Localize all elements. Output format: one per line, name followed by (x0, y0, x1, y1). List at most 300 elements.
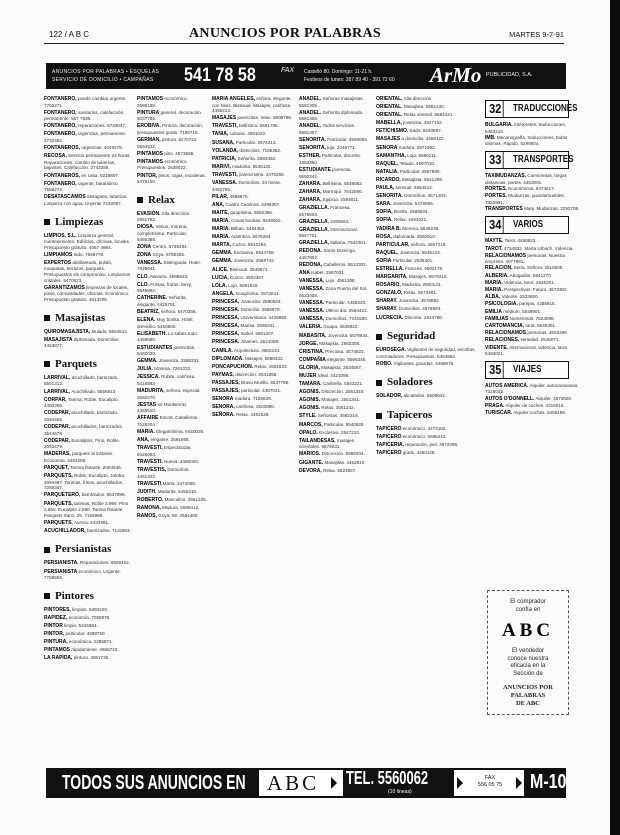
ad-keyword: ROBERTO. (137, 496, 164, 503)
classified-ad (44, 153, 132, 171)
ad-keyword: VANESSA. (137, 259, 163, 266)
ad-text: Cuzco. 5510294. (232, 242, 268, 248)
ad-keyword: AUTOS O'DONNELL. (485, 395, 535, 402)
ad-keyword: TURISCAR. (485, 409, 513, 416)
ad-keyword: AGONIS. (299, 397, 321, 404)
ad-text: Guapa. 4546822. (323, 324, 359, 330)
ad-keyword: RAQUEL, (376, 160, 399, 167)
ad-text: señora. 4557219. (410, 241, 447, 247)
column-3 (212, 96, 295, 420)
section-number: 35 (487, 362, 504, 378)
section-heading (376, 330, 480, 343)
section-title: Relax (148, 193, 175, 206)
ad-text: Jovencita. 5578934. (327, 332, 369, 338)
classified-ad (137, 309, 207, 316)
ad-keyword: PERSIANISTA. (44, 560, 79, 567)
ad-keyword: JORGE, (299, 340, 318, 347)
ad-text: Tarima flotante. 2084536. (70, 465, 122, 471)
ad-keyword: MARTA, (212, 242, 232, 249)
ad-keyword: CODEPAR, (44, 437, 71, 444)
classified-ad (376, 145, 480, 152)
ad-keyword: SENORA (212, 396, 234, 403)
ad-keyword: PRINCESA. (212, 339, 240, 346)
ad-keyword: TRAVESTI, (212, 171, 238, 178)
ad-text: Vigilantes de seguridad, escoltas, controladores. Presupuestos. 5463982. (376, 347, 476, 359)
classified-ad (44, 337, 132, 349)
classified-ad (212, 180, 295, 192)
ad-text: Cuzco. 4502367. (229, 274, 265, 280)
ad-keyword: GEMMA. (137, 358, 158, 365)
ad-keyword: LARRIVAL, (44, 388, 71, 395)
ad-text: Tetuán. 4597010. (399, 160, 436, 166)
ad-text: barnizados. 6547896. (81, 492, 126, 498)
classified-ad (212, 202, 295, 209)
ad-text: Venus, morena, completísima. Particular. 5456389. (137, 224, 188, 242)
ad-keyword: GEMMA. (212, 250, 233, 257)
classified-ad (376, 242, 480, 249)
classified-ad (376, 96, 480, 103)
classified-ad (137, 151, 207, 158)
ad-keyword: RAPIDEZ, (44, 614, 68, 621)
bottom-code: M-10 (530, 771, 567, 793)
classified-ad (299, 341, 371, 348)
ad-text: Masajista. 5581230. (403, 104, 445, 110)
section-title: Masajistas (55, 311, 106, 324)
ad-keyword: TRAVESTI (137, 480, 162, 487)
ad-keyword: REDONA, (299, 262, 323, 269)
classified-ad (212, 299, 295, 306)
classified-ad (299, 373, 371, 380)
ad-keyword: FONTANERO, (44, 96, 77, 102)
ad-keyword: ZONA (137, 243, 152, 250)
ad-keyword: IMB. (485, 134, 496, 141)
ad-text: Egipcia. 2594611. (322, 196, 360, 202)
classified-ad (376, 217, 480, 224)
bottom-fax-box (454, 770, 524, 796)
ad-keyword: ORIENTAL. (376, 112, 403, 119)
classified-ad (485, 309, 581, 316)
promo-text: El comprador (510, 599, 546, 605)
square-bullet-icon (376, 334, 382, 340)
ad-text: Mecanografía, traducciones, todos idiomas. Rápido. 5299604. (485, 134, 568, 147)
ad-keyword: FONTANERO, (44, 131, 77, 138)
ad-text: tarimas. Roble 3.990. Pino 2.850. Eucalipto 2.590. Tarima flotante. Parquets Sanz, 25. 7156988. (44, 500, 129, 518)
ad-text: Centro. 5735484. (152, 243, 188, 249)
ad-text: barnizados. 7115693. (86, 527, 131, 533)
classified-ad (44, 397, 132, 409)
ad-text: a domicilio. 4459122. (401, 136, 445, 142)
ad-text: Escort. Caballeros. 7528304. (137, 415, 199, 428)
ad-text: Ideal. 4421096. (317, 372, 350, 378)
classified-ad (485, 337, 581, 344)
ad-text: piso. 4573586. (164, 150, 195, 156)
ad-keyword: BEATRIZ, (137, 309, 160, 316)
classified-ad (137, 467, 207, 479)
square-bullet-icon (376, 413, 382, 419)
ad-text: madurita. 5546120. (232, 163, 272, 169)
classified-ad (299, 413, 371, 420)
ad-text: acuchillado, barnizado. 2094468. (44, 410, 119, 422)
ad-text: señora. 5470356. (160, 309, 197, 315)
ad-text: alicatados. 5508942. (403, 393, 447, 399)
classified-ad (299, 405, 371, 412)
ad-text: domicilios. 7155382. (239, 147, 282, 153)
ad-keyword: AGONIS. (299, 405, 321, 412)
ad-text: tarot. 5545301. (525, 322, 557, 328)
ad-text: 4566875. (229, 193, 249, 199)
ad-text: Pintura, decoración, presupuestos gratis. 7180718. (137, 123, 203, 135)
ad-text: Bravo Murillo. 5537788. (240, 379, 290, 385)
ad-text: lujo. 2346771. (327, 145, 357, 151)
ad-keyword: PORTES. (485, 192, 507, 199)
classified-ad (299, 189, 371, 196)
ad-text: Bisexual. 2549874. (229, 266, 269, 272)
ad-keyword: JUDITH. (137, 488, 157, 495)
ad-keyword: PINTOR, (137, 172, 158, 179)
ad-keyword: AFFAIRE (137, 415, 159, 422)
ad-keyword: PARQUETS, (44, 519, 73, 526)
ad-text: Mary. Mudanzas. 2293708. (524, 205, 580, 211)
ad-keyword: PRINCESA, (212, 331, 240, 338)
classified-ad (44, 639, 132, 646)
ad-text: cubana. 4591022. (229, 131, 267, 137)
ad-text: Domicilios. 4571203. (404, 193, 447, 199)
classified-ad (376, 442, 480, 449)
classified-ad (44, 560, 132, 567)
classified-ad (299, 270, 371, 277)
armo-logo: ArMo (430, 63, 482, 87)
ad-keyword: VANESSA, (299, 278, 325, 285)
ad-text: personas. Nuestra empresa. 4077961. (485, 252, 565, 265)
square-bullet-icon (44, 361, 50, 367)
classified-ad (212, 307, 295, 314)
section-heading (376, 409, 480, 422)
arrow-icon (331, 777, 337, 789)
ad-keyword: FONTANERO, (44, 123, 77, 130)
ad-keyword: MASAJES (376, 136, 401, 143)
ad-keyword: LIMPIAMOS (44, 251, 73, 258)
classified-ad (299, 381, 371, 388)
classified-ad (299, 262, 371, 269)
classified-ad (212, 96, 295, 114)
ad-text: Particular. 4456320. (325, 300, 367, 306)
ad-keyword: GIGANTE. (299, 459, 324, 466)
classified-ad (44, 260, 132, 283)
classified-ad (212, 275, 295, 282)
ad-keyword: PORTES. (485, 185, 507, 192)
ad-keyword: TAPICERO (376, 450, 402, 457)
classified-ad (212, 131, 295, 138)
bottom-banner-text: TODOS SUS ANUNCIOS EN (62, 772, 246, 794)
ad-text: limpios. 5493220. (72, 606, 109, 612)
ad-keyword: GRAZIELLA. (299, 218, 329, 225)
ad-keyword: PATRICIA, (212, 155, 237, 162)
ad-keyword: ANADEL. (299, 96, 322, 102)
ad-text: acuchillado, barnizado. 5551312. (44, 374, 119, 387)
ad-keyword: RAMOS, (137, 513, 157, 520)
classified-ad (44, 123, 132, 130)
banner-hours-line: Festivos de lunes: 387 89 40 - 391 72 60 (304, 77, 395, 83)
classified-ad (44, 375, 132, 387)
ad-keyword: SHARAY. (376, 306, 398, 313)
ad-text: particular. 4698750. (65, 631, 106, 637)
ad-text: Relax. 5523687. (323, 467, 357, 473)
ad-keyword: PINTAMOS (44, 647, 71, 654)
ad-text: Alquiler de coches. 4316015. (505, 402, 565, 408)
ad-text: Muy bonita. Hotel, domicilio. 5456800. (137, 317, 194, 329)
classified-ad (137, 374, 207, 386)
classified-ad (44, 131, 132, 143)
ad-keyword: SHARAY. (376, 298, 398, 305)
ad-text: Jovencita. 2590543. (240, 298, 282, 304)
banner-phone: 541 78 58 (184, 65, 256, 86)
ad-keyword: MARIVI, (212, 163, 231, 170)
ad-keyword: MARIA. (212, 226, 230, 233)
ad-keyword: TRAVESTI, (212, 123, 238, 130)
ad-text: Preciosa. 4574823. (325, 348, 365, 354)
ad-keyword: VIDENTE. (485, 344, 509, 351)
classified-ad (137, 96, 207, 108)
classified-ad (212, 404, 295, 411)
column-2 (137, 96, 207, 521)
classified-ad (299, 397, 371, 404)
ad-keyword: RICARDO. (376, 176, 401, 183)
ad-text: Señoras masajistas. 5581305. (299, 96, 364, 108)
ad-text: Ultimo día. 2584421. (325, 308, 368, 314)
ad-keyword: EMILIA (485, 308, 502, 315)
classified-ad (485, 206, 581, 213)
classified-ad (212, 323, 295, 330)
ad-keyword: LA RAPIDA, (44, 655, 73, 662)
ad-text: Italiana. 7542301. (330, 240, 367, 246)
ad-keyword: PRAGA. (485, 402, 505, 409)
section-heading (137, 194, 207, 207)
ad-text: Relax. 4493021. (393, 217, 428, 223)
ad-text: Domicilios. 4576893. (398, 306, 442, 312)
classified-ad (299, 227, 371, 239)
ad-text: Señoritas. 4582316. (317, 413, 359, 419)
ad-keyword: DIOSA. (137, 224, 155, 231)
ad-keyword: ALICE. (212, 266, 229, 273)
ad-text: Abogados. 5941270. (509, 272, 553, 278)
ad-keyword: TRAVESTI. (137, 459, 163, 465)
ad-keyword: MADURITA, (137, 388, 165, 395)
classified-ad (137, 295, 207, 307)
page-header (44, 24, 564, 46)
classified-ad (376, 234, 480, 241)
ad-text: Masajista. 2534567. (321, 364, 363, 370)
classified-ad (299, 316, 371, 323)
classified-ad (299, 181, 371, 188)
ad-text: Domicilios. 4451322. (137, 467, 190, 479)
ad-text: rápidamente. 4655733. (71, 647, 119, 653)
classified-ad (44, 528, 132, 535)
ad-text: abrillantado, pulido, moquetas, terrazos, parquets. Presupuestos sin compromiso. Limpiamos cristales. 5470623. (44, 259, 131, 283)
ad-keyword: ROSA, (376, 233, 392, 240)
classified-ad (376, 136, 480, 143)
section-heading (44, 312, 132, 325)
ad-text: económico. 4473182. (402, 426, 447, 431)
ad-keyword: FAMILIAS (485, 315, 509, 322)
ad-text: cariñosa. 2503890. (236, 404, 276, 410)
classified-ad (137, 459, 207, 466)
promo-abc-logo: ABC (501, 620, 555, 641)
classified-ad (299, 468, 371, 475)
classified-ad (376, 112, 480, 119)
classified-ad (212, 380, 295, 387)
ad-text: Espectacular. 5425063. (137, 445, 192, 457)
classified-ad (485, 403, 581, 410)
classified-ad (212, 412, 295, 419)
classified-ad (137, 513, 207, 520)
classified-ad (212, 164, 295, 171)
ad-text: Elegantísima. 5440035. (156, 429, 205, 435)
classified-ad (137, 317, 207, 329)
ad-keyword: SUSANA, (212, 139, 235, 146)
classified-ad (485, 246, 581, 253)
classified-ad (299, 286, 371, 298)
classified-ad (212, 267, 295, 274)
classified-ad (485, 193, 581, 205)
ad-keyword: EXPERTOS (44, 259, 72, 266)
classified-ad (485, 253, 581, 265)
classified-ad (137, 429, 207, 436)
ad-text: Alta dirección. 2851752. (137, 210, 191, 223)
classified-ad (137, 173, 207, 185)
ad-keyword: AUTOS AMERICA. (485, 382, 529, 389)
ad-keyword: CODEPAR, (44, 423, 71, 430)
classified-ad (44, 173, 132, 180)
classified-ad (137, 358, 207, 365)
ad-text: elegante. 5596345. (327, 356, 367, 362)
ad-keyword: SOLADOR, (376, 393, 403, 400)
ad-text: Goya. 5755405. (152, 251, 186, 257)
classified-ad (212, 388, 295, 395)
classified-ad (137, 110, 207, 122)
ad-keyword: MAITE, (212, 209, 229, 216)
classified-ad (485, 135, 581, 147)
ad-keyword: PAULA, (376, 185, 395, 192)
classified-ad (137, 252, 207, 259)
ad-text: Lujo. 5590211. (407, 152, 438, 158)
ad-text: diplomada. Domicilios. 4453877. (44, 336, 120, 349)
ad-keyword: PARTICULAR, (376, 241, 410, 248)
classified-ad (44, 181, 132, 193)
classified-ad (485, 345, 581, 357)
ad-keyword: GERMAN, (137, 137, 161, 144)
ad-text: Intérpretes, traducciones. 5463210. (485, 122, 566, 134)
classified-ad (485, 410, 581, 417)
ad-text: Universitaria. 4429865. (240, 315, 288, 321)
classified-ad (44, 410, 132, 422)
ad-keyword: CODEPAR, (44, 410, 71, 417)
page-title: ANUNCIOS POR PALABRAS (189, 26, 381, 41)
classified-ad (44, 569, 132, 581)
ad-keyword: PAYMAS, (212, 371, 234, 378)
ad-text: Reparaciones. 5509452. (79, 560, 130, 566)
ad-text: Perspectivas. Futuro. 4573302. (504, 287, 568, 293)
ad-text: Particular. 2557890. (399, 168, 441, 174)
ad-text: Internacional, videncia, tarot. 5493021. (485, 344, 569, 357)
ad-text: madura. 7155629. (234, 396, 272, 402)
classified-ad (376, 193, 480, 200)
classified-ad (299, 333, 371, 340)
classified-ad (485, 301, 581, 308)
classified-ad (212, 364, 295, 371)
classified-ad (212, 250, 295, 257)
ad-keyword: TAPICERO (376, 426, 402, 432)
page-number: 122 / A B C (49, 30, 90, 39)
ad-text: Bonita. 2589034. (393, 209, 429, 215)
ad-text: Alquiler coches. 5458189. (513, 409, 567, 415)
ad-keyword: ANA, (137, 437, 150, 444)
ad-keyword: LUCIA, (212, 274, 229, 281)
classified-ad (137, 489, 207, 496)
section-title: Seguridad (387, 330, 436, 343)
ad-keyword: GRAZIELLA, (299, 240, 329, 247)
ad-text: urgencias, permanente. 2732492. (44, 131, 127, 144)
ad-keyword: LIMPIOS, S.L. (44, 232, 77, 239)
ad-keyword: ALBA, (485, 294, 501, 301)
ad-text: Fresas, frutas. Sexy. 5545892. (137, 281, 193, 294)
ad-text: económico. 2586188. (137, 96, 188, 108)
ad-text: general, decoración. 5037786. (137, 109, 203, 122)
ad-text: económico. 5585243. (402, 434, 447, 440)
ad-keyword: RELACIONAMOS (485, 330, 527, 337)
ad-text: Distinguida. Hotel. 7529041. (137, 259, 201, 272)
ad-keyword: ORIENTAL. (376, 104, 403, 111)
classified-ad (299, 248, 371, 260)
classified-ad (212, 356, 295, 363)
ad-text: Isabel. 5561207. (240, 331, 275, 337)
classified-ad (299, 96, 371, 108)
classified-ad (376, 185, 480, 192)
ad-keyword: GEMMA. (212, 258, 233, 265)
classified-ad (212, 115, 295, 122)
ad-text: Goya, 68. 2564400. (158, 513, 199, 519)
ad-text: Lujo. 4551208. (325, 278, 356, 284)
classified-ad (212, 331, 295, 338)
ad-text: Madurita. 5455210. (157, 488, 198, 494)
ad-keyword: VANESSA. (299, 308, 325, 315)
ad-text: Aurora. 4433361. (73, 519, 110, 525)
banner-services-line: SERVICIO DE DOMICILIO • CAMPAÑAS (52, 77, 154, 83)
ad-keyword: YOLANDA, (212, 147, 239, 154)
ad-text: Nueva. 4486020. (164, 459, 200, 464)
ad-text: madura. 2571902. (398, 144, 436, 150)
ad-keyword: PRINCESA. (212, 307, 240, 314)
promo-text: eficacia en la (510, 663, 546, 669)
classified-ad (485, 238, 581, 245)
classified-ad (137, 282, 207, 294)
header-rule (44, 43, 564, 44)
section-title: Persianistas (55, 543, 112, 556)
ad-keyword: PINTAMOS (137, 158, 164, 165)
ad-text: particular. 4467021. (240, 387, 282, 393)
classified-ad (485, 280, 581, 287)
ad-text: Jóvenes. 2541089. (240, 339, 280, 345)
ad-text: Discreción. 2551340. (321, 389, 365, 395)
classified-ad (137, 260, 207, 272)
classified-ad (485, 396, 581, 403)
ad-text: Eucaliptos, Pino, Roble. 2063479. (44, 437, 121, 450)
ad-text: Cosas bonitas. 5549602. (231, 218, 282, 223)
classified-ad (376, 120, 480, 127)
ad-keyword: PINTAMOS (137, 150, 164, 157)
ad-text: Masajista. 5541209. (402, 176, 444, 182)
section-heading (44, 358, 132, 371)
classified-ad (44, 424, 132, 436)
